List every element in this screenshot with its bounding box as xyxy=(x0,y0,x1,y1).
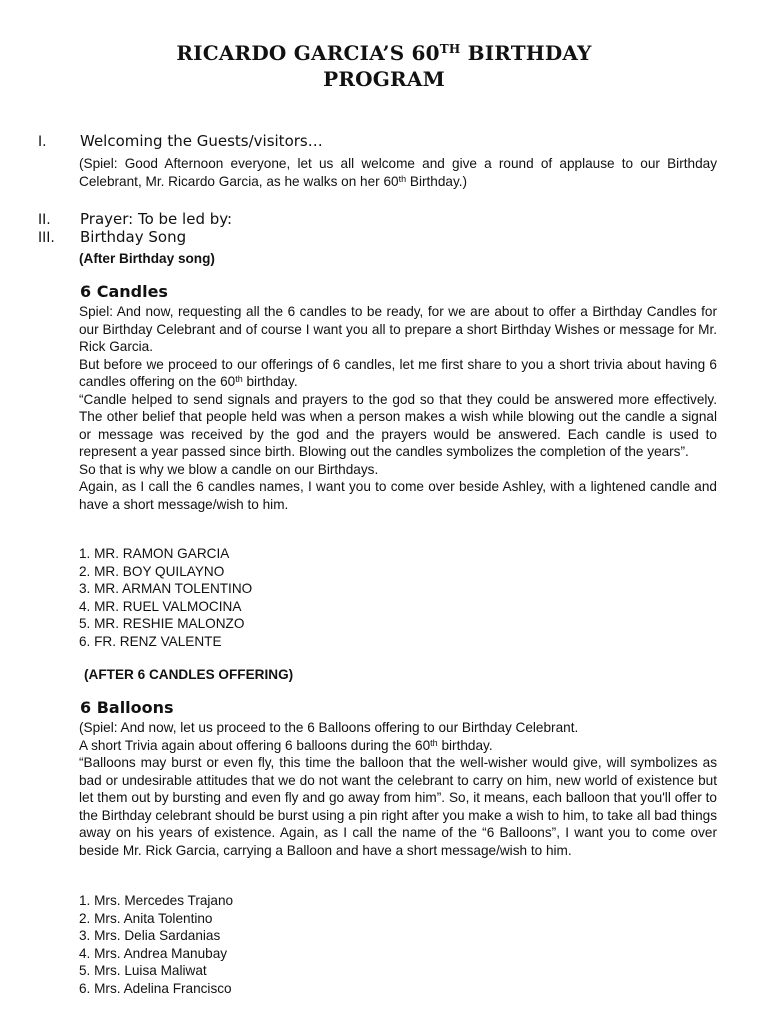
item-birthday-song: Birthday Song xyxy=(80,228,187,246)
list-item: 4. Mrs. Andrea Manubay xyxy=(79,945,228,961)
item-welcoming: Welcoming the Guests/visitors… xyxy=(80,132,323,150)
candles-heading: 6 Candles xyxy=(80,282,168,301)
balloons-trivia: A short Trivia again about offering 6 balloons during the 60th birthday. xyxy=(79,737,493,753)
list-item: 3. MR. ARMAN TOLENTINO xyxy=(79,581,253,596)
numeral-1: I. xyxy=(38,134,47,150)
candles-quote: “Candle helped to send signals and prayers to the god so that they could be answered more effectively. The other belief that people held was when a person makes a wish while blowing out the candle a signal or message was received by the god and the prayers would be answered. Each candle is used to represent a year passed since birth. Blowing out the candles symbolizes the completion of the years”. xyxy=(79,391,717,459)
title-text-end: BIRTHDAY xyxy=(460,41,592,65)
candles-spiel: Spiel: And now, requesting all the 6 candles to be ready, for we are about to offer a Birthday Candles for our Birthday Celebrant and of course I want you all to prepare a short Birthday Wishes or message for Mr. Rick Garcia. xyxy=(79,304,717,354)
candles-again: Again, as I call the 6 candles names, I want you to come over beside Ashley, with a lightened candle and have a short message/wish to him. xyxy=(79,479,717,512)
after-song-note: (After Birthday song) xyxy=(79,251,215,266)
list-item: 1. Mrs. Mercedes Trajano xyxy=(79,893,234,908)
candles-why: So that is why we blow a candle on our Birthdays. xyxy=(79,461,379,477)
list-item: 6. FR. RENZ VALENTE xyxy=(79,633,222,649)
candles-trivia: But before we proceed to our offerings of 6 candles, let me first share to you a short trivia about having 6 candles offering on the 60th birthday. xyxy=(79,356,717,389)
title-superscript: TH xyxy=(439,42,461,56)
list-item: 6. Mrs. Adelina Francisco xyxy=(79,980,232,996)
list-item: 4. MR. RUEL VALMOCINA xyxy=(79,598,242,614)
balloons-spiel: (Spiel: And now, let us proceed to the 6 Balloons offering to our Birthday Celebrant. xyxy=(79,720,579,735)
list-item: 5. MR. RESHIE MALONZO xyxy=(79,616,245,631)
after-candles-note: (AFTER 6 CANDLES OFFERING) xyxy=(84,667,294,682)
candles-section-text xyxy=(79,303,717,513)
list-item: 2. Mrs. Anita Tolentino xyxy=(79,910,213,926)
title-line-1 xyxy=(0,40,768,66)
list-item: 2. MR. BOY QUILAYNO xyxy=(79,563,225,579)
balloons-section-text xyxy=(79,719,717,859)
list-item: 1. MR. RAMON GARCIA xyxy=(79,546,230,561)
list-item: 5. Mrs. Luisa Maliwat xyxy=(79,963,207,978)
list-item: 3. Mrs. Delia Sardanias xyxy=(79,928,221,943)
item-prayer: Prayer: To be led by: xyxy=(80,210,233,228)
document-title xyxy=(0,40,768,92)
welcome-spiel: (Spiel: Good Afternoon everyone, let us all welcome and give a round of applause to our Birthday Celebrant, Mr. Ricardo Garcia, as he walks on her 60th Birthday.) xyxy=(79,156,717,189)
numeral-3: III. xyxy=(38,230,55,246)
balloons-heading: 6 Balloons xyxy=(80,698,174,717)
title-text: RICARDO GARCIA’S 60 xyxy=(176,41,440,65)
numeral-2: II. xyxy=(38,212,51,228)
candles-names-list xyxy=(79,545,717,650)
title-line-2: PROGRAM xyxy=(323,67,445,91)
balloons-names-list xyxy=(79,892,717,997)
balloons-quote: “Balloons may burst or even fly, this time the balloon that the well-wisher would give, will symbolizes as bad or undesirable attitudes that we do not want the celebrant to carry on him, new world of existence but let them out by bursting and even fly and go away from him”. So, it means, each balloon that you'll offer to the Birthday celebrant should be burst using a pin right after you make a wish to him, to take all bad things away on his years of existence. Again, as I call the name of the “6 Balloons”, I want you to come over beside Mr. Rick Garcia, carrying a Balloon and have a short message/wish to him. xyxy=(79,755,717,858)
